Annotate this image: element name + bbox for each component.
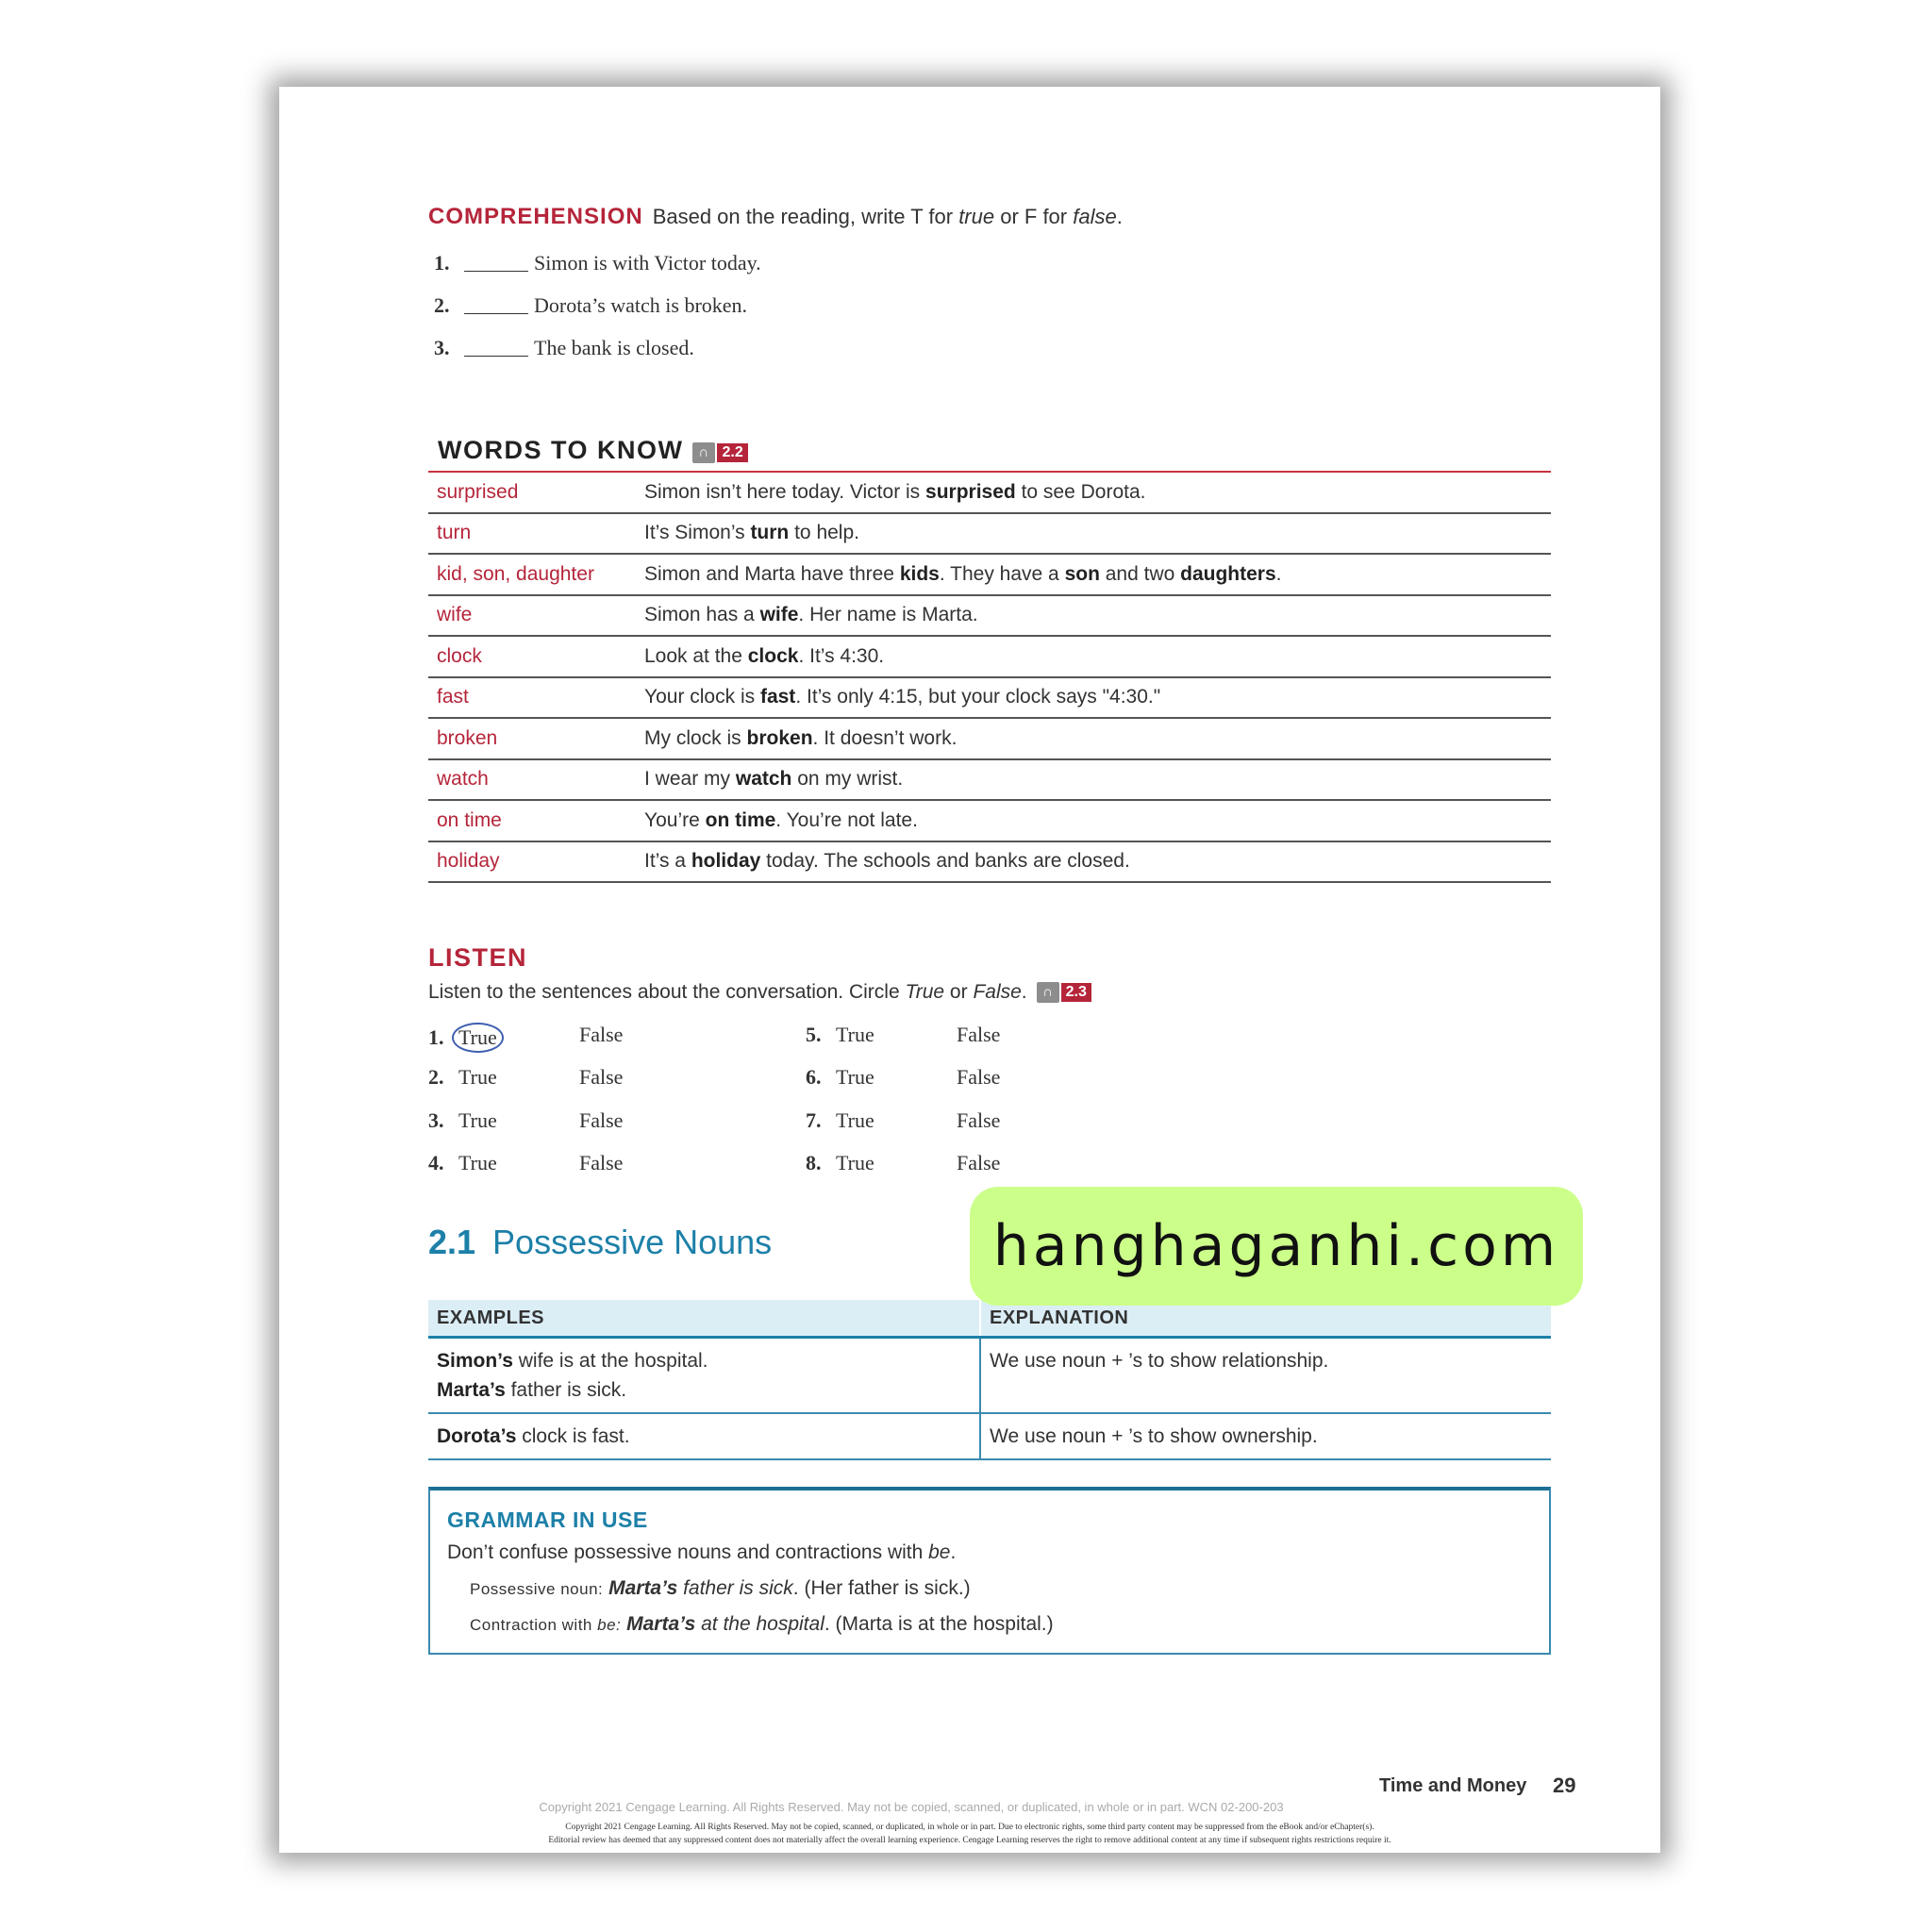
vocab-row: turn It’s Simon’s turn to help. bbox=[428, 514, 1551, 556]
comprehension-instruction: Based on the reading, write T for true or F for false. bbox=[652, 205, 1123, 228]
vocab-row: watch I wear my watch on my wrist. bbox=[428, 760, 1551, 802]
vocab-row: kid, son, daughter Simon and Marta have three kids. They have a son and two daughters. bbox=[428, 555, 1551, 596]
grammar-in-use-box bbox=[428, 1487, 1551, 1655]
headphones-icon: ∩ bbox=[692, 442, 715, 463]
true-option[interactable]: True bbox=[458, 1151, 497, 1174]
audio-track-badge[interactable]: ∩ 2.2 bbox=[692, 442, 747, 463]
listen-item-6: 6. True bbox=[806, 1065, 874, 1089]
false-option[interactable]: False bbox=[957, 1023, 1001, 1046]
answer-blank[interactable] bbox=[464, 271, 528, 272]
grammar-chart-header: EXAMPLES EXPLANATION bbox=[428, 1300, 1551, 1339]
answer-blank[interactable] bbox=[464, 356, 528, 357]
true-option[interactable]: True bbox=[836, 1151, 874, 1174]
audio-track-badge[interactable]: ∩ 2.3 bbox=[1037, 982, 1091, 1003]
grammar-section-title: 2.1 Possessive Nouns bbox=[428, 1223, 773, 1261]
grammar-in-use-title: GRAMMAR IN USE bbox=[447, 1507, 648, 1532]
grammar-in-use-example-1: Possessive noun: Marta’s father is sick. (Her father is sick.) bbox=[470, 1577, 971, 1599]
listen-item-2: 2. True bbox=[428, 1065, 497, 1089]
listen-item-5: 5. True bbox=[806, 1023, 874, 1046]
true-option[interactable]: True bbox=[458, 1065, 497, 1089]
grammar-chart-row: Dorota’s clock is fast. We use noun + ’s to show ownership. bbox=[428, 1414, 1551, 1460]
listen-item-8: 8. True bbox=[806, 1151, 874, 1174]
chapter-title: Time and Money bbox=[1379, 1775, 1527, 1796]
listen-item-3: 3. True bbox=[428, 1108, 497, 1132]
comprehension-item-1: 1. Simon is with Victor today. bbox=[434, 251, 761, 275]
circled-answer[interactable]: True bbox=[452, 1023, 504, 1053]
vocab-row: clock Look at the clock. It’s 4:30. bbox=[428, 637, 1551, 678]
listen-instruction: Listen to the sentences about the conversation. Circle True or False. ∩ 2.3 bbox=[428, 981, 1091, 1004]
vocab-row: on time You’re on time. You’re not late. bbox=[428, 801, 1551, 842]
headphones-icon: ∩ bbox=[1037, 982, 1059, 1003]
listen-item-4: 4. True bbox=[428, 1151, 497, 1174]
true-option[interactable]: True bbox=[836, 1023, 874, 1046]
vocab-row: surprised Simon isn’t here today. Victor is surprised to see Dorota. bbox=[428, 473, 1551, 514]
words-to-know-table bbox=[428, 471, 1551, 883]
grammar-chart-row: Simon’s wife is at the hospital. Marta’s father is sick. We use noun + ’s to show relationship. bbox=[428, 1339, 1551, 1414]
copyright-notice-1: Copyright 2021 Cengage Learning. All Rights Reserved. May not be copied, scanned, or duplicated, in whole or in part. Due to electronic rights, some third party content may be suppressed from the eBook and/or eChapter(s). bbox=[565, 1823, 1374, 1832]
vocab-row: wife Simon has a wife. Her name is Marta. bbox=[428, 596, 1551, 638]
listen-item-1: 1. True bbox=[428, 1023, 504, 1053]
copyright-notice-2: Editorial review has deemed that any suppressed content does not materially affect the overall learning experience. Cengage Learning reserves the right to remove additional content at any time if subsequent rights restrictions require it. bbox=[548, 1836, 1391, 1845]
textbook-page bbox=[279, 87, 1660, 1853]
comprehension-heading: COMPREHENSION Based on the reading, write T for true or F for false. bbox=[428, 204, 1123, 229]
words-to-know-heading: WORDS TO KNOW ∩ 2.2 bbox=[438, 436, 748, 465]
vocab-row: fast Your clock is fast. It’s only 4:15, but your clock says "4:30." bbox=[428, 678, 1551, 720]
page-number: 29 bbox=[1553, 1774, 1576, 1797]
grammar-in-use-example-2: Contraction with be: Marta’s at the hospital. (Marta is at the hospital.) bbox=[470, 1613, 1054, 1635]
false-option[interactable]: False bbox=[579, 1108, 624, 1132]
false-option[interactable]: False bbox=[957, 1108, 1001, 1132]
watermark-badge: hanghaganhi.com bbox=[970, 1187, 1583, 1306]
false-option[interactable]: False bbox=[957, 1151, 1001, 1174]
copyright-line: Copyright 2021 Cengage Learning. All Rights Reserved. May not be copied, scanned, or duplicated, in whole or in part. WCN 02-200-203 bbox=[539, 1800, 1284, 1814]
true-option[interactable]: True bbox=[836, 1108, 874, 1132]
false-option[interactable]: False bbox=[957, 1065, 1001, 1089]
false-option[interactable]: False bbox=[579, 1065, 624, 1089]
false-option[interactable]: False bbox=[579, 1023, 624, 1046]
grammar-in-use-intro: Don’t confuse possessive nouns and contractions with be. bbox=[447, 1541, 957, 1563]
comprehension-item-3: 3. The bank is closed. bbox=[434, 336, 694, 359]
true-option[interactable]: True bbox=[458, 1108, 497, 1132]
vocab-row: holiday It’s a holiday today. The schools and banks are closed. bbox=[428, 842, 1551, 884]
listen-heading: LISTEN bbox=[428, 943, 528, 972]
answer-blank[interactable] bbox=[464, 313, 528, 314]
comprehension-item-2: 2. Dorota’s watch is broken. bbox=[434, 293, 748, 317]
grammar-chart bbox=[428, 1300, 1551, 1460]
false-option[interactable]: False bbox=[579, 1151, 624, 1174]
true-option[interactable]: True bbox=[836, 1065, 874, 1089]
vocab-row: broken My clock is broken. It doesn’t work. bbox=[428, 719, 1551, 760]
listen-item-7: 7. True bbox=[806, 1108, 874, 1132]
